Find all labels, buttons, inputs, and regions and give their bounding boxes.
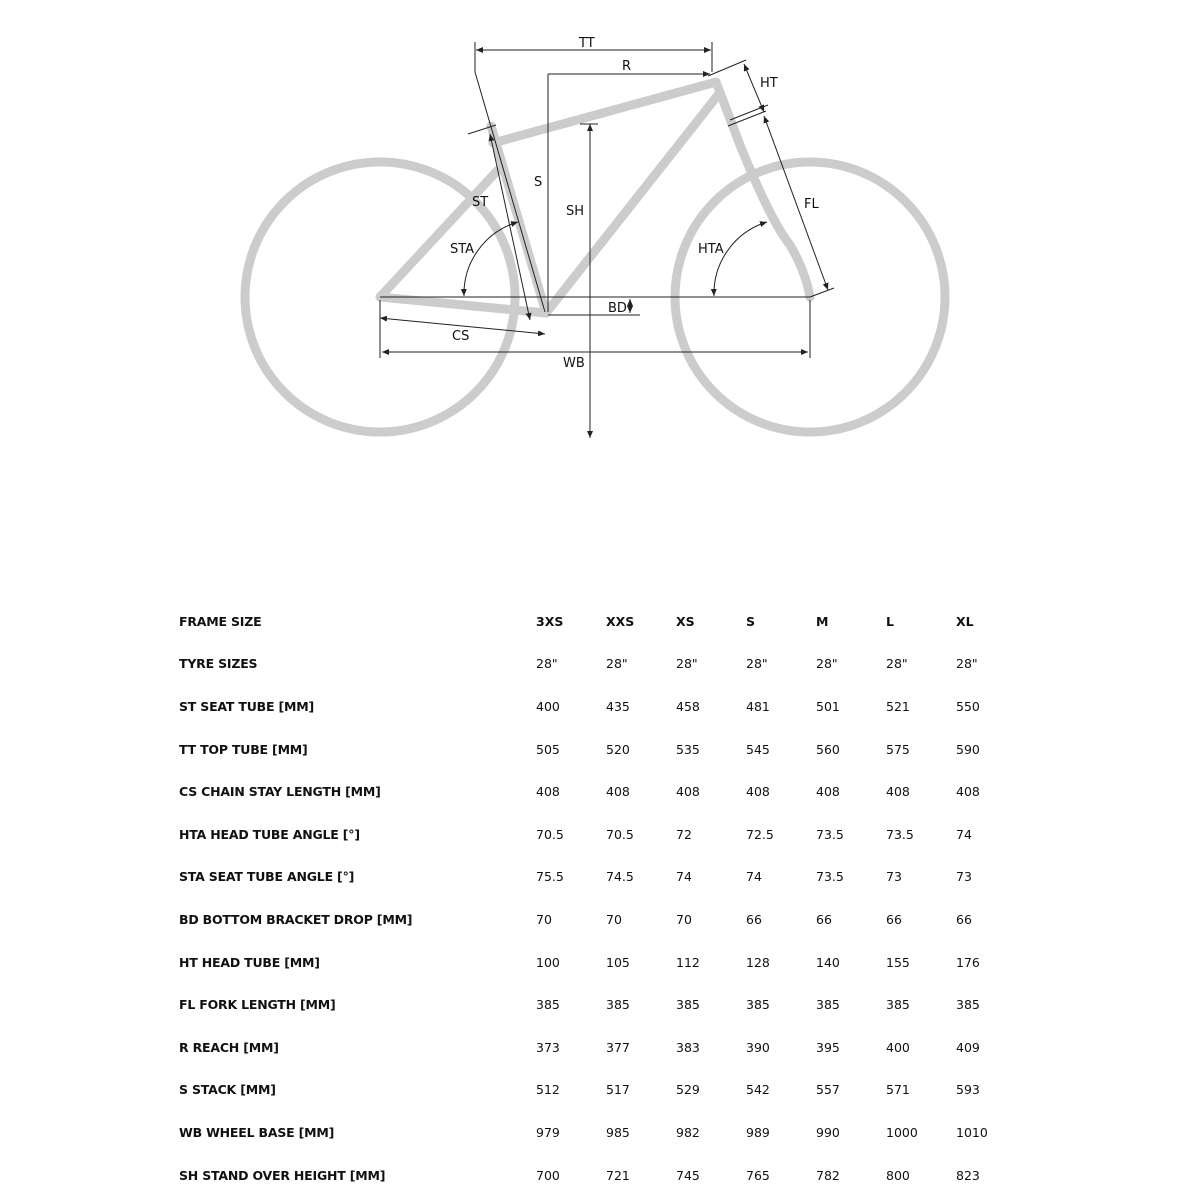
table-cell: 982 — [676, 1124, 700, 1140]
size-header-xs: XS — [676, 613, 695, 629]
row-label: TT TOP TUBE [MM] — [179, 741, 308, 757]
table-cell: 990 — [816, 1124, 840, 1140]
table-cell: 385 — [676, 997, 700, 1013]
frame-chain-stay — [380, 297, 546, 313]
bike-geometry-diagram — [0, 0, 1203, 470]
size-header-s: S — [746, 613, 756, 629]
row-label: FL FORK LENGTH [MM] — [179, 997, 336, 1013]
table-cell: 517 — [606, 1082, 630, 1098]
table-cell: 74 — [676, 869, 692, 885]
table-cell: 128 — [746, 954, 770, 970]
row-label: ST SEAT TUBE [MM] — [179, 698, 315, 714]
geometry-table — [179, 600, 1026, 1196]
table-cell: 571 — [886, 1082, 910, 1098]
frame-size-header: FRAME SIZE — [179, 613, 262, 629]
table-cell: 535 — [676, 741, 700, 757]
table-cell: 557 — [816, 1082, 840, 1098]
table-cell: 435 — [606, 698, 630, 714]
table-row — [179, 770, 1026, 813]
table-cell: 520 — [606, 741, 630, 757]
table-cell: 593 — [956, 1082, 980, 1098]
table-cell: 385 — [746, 997, 770, 1013]
table-row — [179, 813, 1026, 856]
row-label: SH STAND OVER HEIGHT [MM] — [179, 1167, 386, 1183]
table-cell: 542 — [746, 1082, 770, 1098]
table-cell: 782 — [816, 1167, 840, 1183]
table-cell: 70.5 — [606, 826, 634, 842]
table-cell: 979 — [536, 1124, 560, 1140]
table-cell: 408 — [536, 784, 560, 800]
table-cell: 400 — [886, 1039, 910, 1055]
label-wb: WB — [563, 356, 585, 371]
table-cell: 74.5 — [606, 869, 634, 885]
table-cell: 505 — [536, 741, 560, 757]
table-cell: 501 — [816, 698, 840, 714]
table-row — [179, 941, 1026, 984]
label-cs: CS — [452, 329, 470, 344]
table-cell: 408 — [676, 784, 700, 800]
table-cell: 70 — [606, 911, 622, 927]
table-row — [179, 856, 1026, 899]
table-row — [179, 1111, 1026, 1154]
row-label: CS CHAIN STAY LENGTH [MM] — [179, 784, 381, 800]
table-cell: 989 — [746, 1124, 770, 1140]
table-cell: 408 — [956, 784, 980, 800]
table-cell: 66 — [956, 911, 972, 927]
table-cell: 28" — [536, 656, 558, 672]
label-bd: BD — [608, 301, 627, 316]
table-cell: 73 — [956, 869, 972, 885]
size-header-3xs: 3XS — [536, 613, 564, 629]
table-cell: 400 — [536, 698, 560, 714]
size-header-m: M — [816, 613, 829, 629]
table-cell: 176 — [956, 954, 980, 970]
frame-seat-stay — [380, 170, 498, 297]
table-cell: 28" — [676, 656, 698, 672]
table-cell: 72.5 — [746, 826, 774, 842]
table-cell: 373 — [536, 1039, 560, 1055]
label-tt: TT — [579, 36, 595, 51]
table-cell: 458 — [676, 698, 700, 714]
table-cell: 408 — [886, 784, 910, 800]
table-cell: 385 — [536, 997, 560, 1013]
table-cell: 73 — [886, 869, 902, 885]
table-cell: 575 — [886, 741, 910, 757]
label-s: S — [534, 175, 543, 190]
table-cell: 105 — [606, 954, 630, 970]
table-cell: 1010 — [956, 1124, 988, 1140]
table-row — [179, 1154, 1026, 1197]
table-cell: 409 — [956, 1039, 980, 1055]
label-sta: STA — [450, 242, 475, 257]
table-cell: 66 — [746, 911, 762, 927]
label-st: ST — [472, 195, 489, 210]
table-cell: 140 — [816, 954, 840, 970]
table-cell: 74 — [746, 869, 762, 885]
table-cell: 765 — [746, 1167, 770, 1183]
table-cell: 481 — [746, 698, 770, 714]
table-cell: 28" — [606, 656, 628, 672]
table-cell: 377 — [606, 1039, 630, 1055]
row-label: STA SEAT TUBE ANGLE [°] — [179, 869, 355, 885]
table-cell: 529 — [676, 1082, 700, 1098]
row-label: BD BOTTOM BRACKET DROP [MM] — [179, 911, 413, 927]
table-cell: 70.5 — [536, 826, 564, 842]
table-cell: 383 — [676, 1039, 700, 1055]
table-row — [179, 898, 1026, 941]
table-row — [179, 728, 1026, 771]
table-cell: 73.5 — [816, 826, 844, 842]
row-label: WB WHEEL BASE [MM] — [179, 1124, 335, 1140]
table-cell: 745 — [676, 1167, 700, 1183]
table-cell: 70 — [536, 911, 552, 927]
table-row — [179, 983, 1026, 1026]
table-cell: 385 — [606, 997, 630, 1013]
table-cell: 100 — [536, 954, 560, 970]
table-cell: 72 — [676, 826, 692, 842]
table-cell: 590 — [956, 741, 980, 757]
table-row — [179, 643, 1026, 686]
table-cell: 560 — [816, 741, 840, 757]
label-ht: HT — [760, 76, 778, 91]
table-cell: 800 — [886, 1167, 910, 1183]
table-cell: 700 — [536, 1167, 560, 1183]
table-cell: 70 — [676, 911, 692, 927]
table-cell: 385 — [956, 997, 980, 1013]
size-header-xxs: XXS — [606, 613, 635, 629]
table-cell: 390 — [746, 1039, 770, 1055]
table-cell: 1000 — [886, 1124, 918, 1140]
table-cell: 112 — [676, 954, 700, 970]
table-cell: 66 — [886, 911, 902, 927]
row-label: TYRE SIZES — [179, 656, 258, 672]
row-label: R REACH [MM] — [179, 1039, 279, 1055]
size-header-l: L — [886, 613, 894, 629]
table-cell: 75.5 — [536, 869, 564, 885]
row-label: S STACK [MM] — [179, 1082, 276, 1098]
table-cell: 985 — [606, 1124, 630, 1140]
label-fl: FL — [804, 197, 819, 212]
table-row — [179, 685, 1026, 728]
table-cell: 550 — [956, 698, 980, 714]
table-cell: 395 — [816, 1039, 840, 1055]
row-label: HTA HEAD TUBE ANGLE [°] — [179, 826, 360, 842]
table-cell: 823 — [956, 1167, 980, 1183]
label-r: R — [622, 59, 632, 74]
table-cell: 385 — [886, 997, 910, 1013]
table-cell: 28" — [816, 656, 838, 672]
table-cell: 66 — [816, 911, 832, 927]
table-cell: 408 — [746, 784, 770, 800]
table-cell: 28" — [746, 656, 768, 672]
table-cell: 155 — [886, 954, 910, 970]
table-cell: 385 — [816, 997, 840, 1013]
table-row — [179, 1069, 1026, 1112]
table-cell: 512 — [536, 1082, 560, 1098]
table-cell: 28" — [886, 656, 908, 672]
table-cell: 521 — [886, 698, 910, 714]
table-cell: 721 — [606, 1167, 630, 1183]
size-header-xl: XL — [956, 613, 974, 629]
label-hta: HTA — [698, 242, 724, 257]
table-cell: 408 — [606, 784, 630, 800]
row-label: HT HEAD TUBE [MM] — [179, 954, 320, 970]
table-row — [179, 1026, 1026, 1069]
table-cell: 74 — [956, 826, 972, 842]
table-header-row — [179, 600, 1026, 643]
table-cell: 73.5 — [886, 826, 914, 842]
table-cell: 73.5 — [816, 869, 844, 885]
table-cell: 545 — [746, 741, 770, 757]
table-cell: 28" — [956, 656, 978, 672]
table-cell: 408 — [816, 784, 840, 800]
label-sh: SH — [566, 204, 585, 219]
